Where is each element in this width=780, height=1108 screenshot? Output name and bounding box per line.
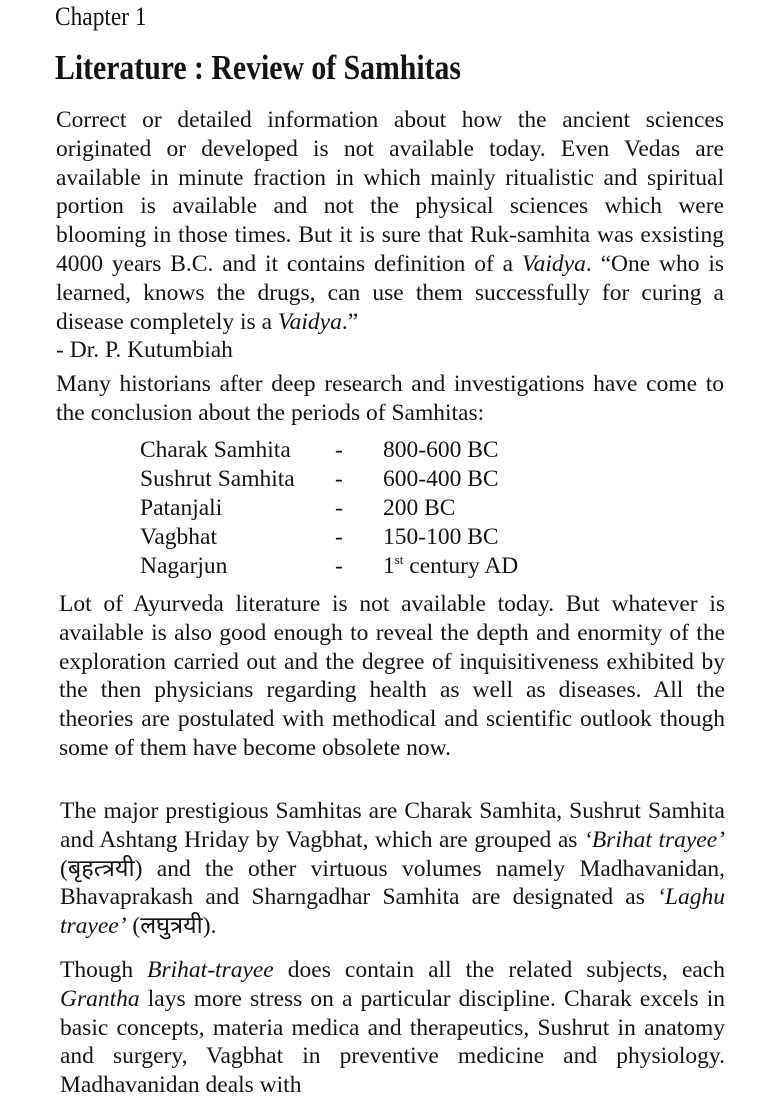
- quote-text: . “One who is learned, knows the drugs, can use them successfully for curing a disease completely is a: [56, 250, 724, 335]
- samhita-name: Patanjali: [140, 495, 223, 521]
- page-title: Literature : Review of Samhitas: [55, 48, 461, 87]
- quote-attribution: - Dr. P. Kutumbiah: [56, 337, 233, 364]
- samhita-name: Sushrut Samhita: [140, 466, 295, 492]
- text-run: (लघुत्रयी).: [126, 913, 217, 940]
- quote-end: .”: [341, 308, 359, 335]
- samhita-periods-table: [140, 436, 518, 581]
- table-row: [140, 436, 518, 465]
- paragraph-historians: Many historians after deep research and investigations have come to the conclusion about the periods of Samhitas:: [56, 371, 724, 426]
- text-run: (बृहत्त्रयी) and the other virtuous volumes namely Madhavanidan, Bhavaprakash and Sharngadhar Samhita are designated as: [60, 855, 725, 911]
- table-row: [140, 465, 518, 494]
- separator: -: [335, 524, 343, 550]
- samhita-name: Vagbhat: [140, 524, 218, 550]
- period-number: 1: [383, 553, 395, 579]
- separator: -: [335, 437, 343, 463]
- intro-text: Correct or detailed information about how the ancient sciences originated or developed is not available today. Even Vedas are available in minute fraction in which mainly ritualistic and spiritual portion is available and not the physical sciences which were blooming in those times. But it is sure that Ruk-samhita was exsisting 4000 years B.C. and it contains definition of a: [56, 107, 724, 277]
- brihat-trayee-term: ‘Brihat trayee’: [584, 826, 725, 853]
- paragraph-literature: Lot of Ayurveda literature is not available today. But whatever is available is also good enough to reveal the depth and enormity of the exploration carried out and the degree of inquisitiveness exhibited by the then physicians regarding health as well as diseases. All the theories are postulated with methodical and scientific outlook though some of them have become obsolete now.: [59, 591, 725, 761]
- samhita-name: Charak Samhita: [140, 437, 291, 463]
- laghu-trayee-term: ‘Laghu trayee’: [60, 884, 725, 940]
- vaidya-term: Vaidya: [521, 250, 586, 277]
- text-run: Though: [60, 957, 148, 983]
- brihat-trayee-term: Brihat-trayee: [147, 957, 274, 983]
- chapter-label: Chapter 1: [55, 2, 147, 31]
- text-run: The major prestigious Samhitas are Charak Samhita, Sushrut Samhita and Ashtang Hriday by Vagbhat, which are grouped as: [60, 798, 725, 853]
- samhita-period: 150-100 BC: [383, 524, 499, 550]
- grantha-term: Grantha: [60, 985, 140, 1012]
- separator: -: [335, 553, 343, 579]
- separator: -: [335, 495, 343, 521]
- table-row: [140, 523, 518, 552]
- text-run: lays more stress on a particular discipline. Charak excels in basic concepts, materia medica and therapeutics, Sushrut in anatomy and surgery, Vagbhat in preventive medicine and physiology. Madhavanidan deals with: [60, 985, 725, 1099]
- samhita-period: [383, 552, 518, 581]
- samhita-period: 600-400 BC: [383, 466, 499, 492]
- text-run: does contain all the related subjects, each: [273, 957, 725, 983]
- paragraph-disciplines: [60, 956, 725, 1100]
- period-suffix: century AD: [403, 553, 519, 579]
- samhita-name: Nagarjun: [140, 553, 228, 579]
- table-row: [140, 494, 518, 523]
- separator: -: [335, 466, 343, 492]
- table-row: [140, 552, 518, 581]
- samhita-period: 200 BC: [383, 495, 456, 521]
- paragraph-intro: [56, 106, 724, 365]
- samhita-period: 800-600 BC: [383, 437, 499, 463]
- ordinal-suffix: st: [394, 552, 404, 568]
- vaidya-term-quote: Vaidya: [277, 308, 342, 335]
- paragraph-major-samhitas: [60, 797, 725, 941]
